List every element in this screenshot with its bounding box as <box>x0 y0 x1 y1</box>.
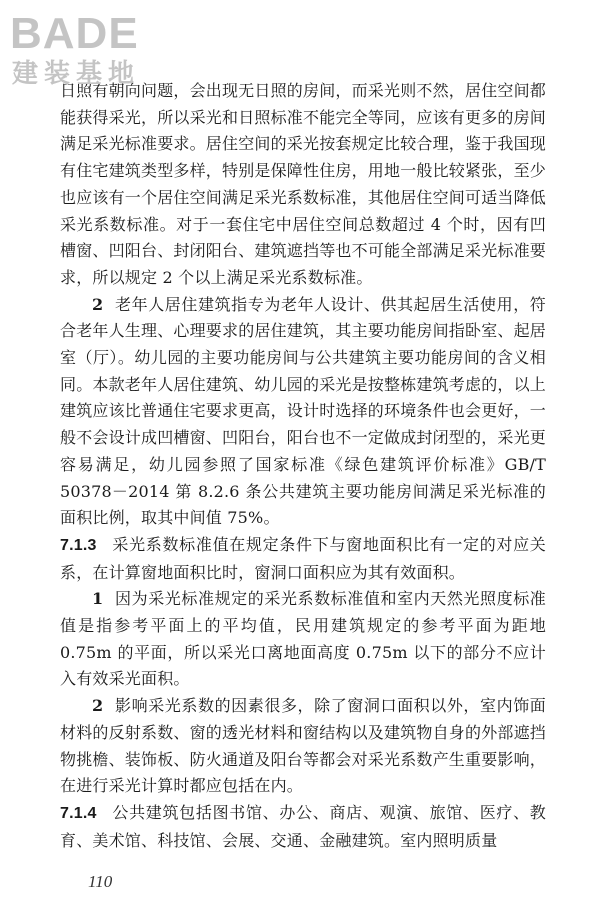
item-number: 1 <box>92 589 104 609</box>
paragraph-item-2b <box>60 693 546 800</box>
document-body <box>60 78 546 854</box>
logo-brand-text: BADE <box>10 9 139 58</box>
paragraph-text: 公共建筑包括图书馆、办公、商店、观演、旅馆、医疗、教育、美术馆、科技馆、会展、交通、金融建筑。室内照明质量 <box>60 802 547 850</box>
item-number: 2 <box>92 294 104 314</box>
section-number: 7.1.4 <box>60 804 97 822</box>
page-number: 110 <box>88 872 113 891</box>
paragraph-item-1 <box>60 586 546 693</box>
bade-logo <box>8 6 188 90</box>
paragraph-text: 采光系数标准值在规定条件下与窗地面积比有一定的对应关系，在计算窗地面积比时，窗洞口面积应为其有效面积。 <box>60 534 547 582</box>
section-number: 7.1.3 <box>60 536 97 554</box>
paragraph-section-7-1-3 <box>60 532 546 586</box>
logo-subtitle-text: 建装基地 <box>12 59 141 89</box>
paragraph-text: 日照有朝向问题，会出现无日照的房间，而采光则不然，居住空间都能获得采光，所以采光和日照标准不能完全等同，应该有更多的房间满足采光标准要求。居住空间的采光按套规定比较合理，鉴于我国现有住宅建筑类型多样，特别是保障性住房，用地一般比较紧张，至少也应该有一个居住空间满足采光系数标准，其他居住空间可适当降低采光系数标准。对于一套住宅中居住空间总数超过 4 个时，因有凹槽窗、凹阳台、封闭阳台、建筑遮挡等也不可能全部满足采光标准要求，所以规定 2 个以上满足采光系数标准。 <box>60 81 547 287</box>
paragraph-item-2 <box>60 292 546 532</box>
paragraph-text: 影响采光系数的因素很多，除了窗洞口面积以外，室内饰面材料的反射系数、窗的透光材料和窗结构以及建筑物自身的外部遮挡物挑檐、装饰板、防火通道及阳台等都会对采光系数产生重要影响，在进行采光计算时都应包括在内。 <box>60 696 547 796</box>
item-number: 2 <box>92 696 104 716</box>
paragraph-text: 因为采光标准规定的采光系数标准值和室内天然光照度标准值是指参考平面上的平均值，民用建筑规定的参考平面为距地 0.75m 的平面，所以采光口离地面高度 0.75m 以下的部分不应计入有效采光面积。 <box>60 589 546 689</box>
paragraph-continuation <box>60 78 546 292</box>
paragraph-text: 老年人居住建筑指专为老年人设计、供其起居生活使用，符合老年人生理、心理要求的居住建筑，其主要功能房间指卧室、起居室（厅）。幼儿园的主要功能房间与公共建筑主要功能房间的含义相同。本款老年人居住建筑、幼儿园的采光是按整栋建筑考虑的，以上建筑应该比普通住宅要求更高，设计时选择的环境条件也会更好，一般不会设计成凹槽窗、凹阳台，阳台也不一定做成封闭型的，采光更容易满足，幼儿园参照了国家标准《绿色建筑评价标准》GB/T 50378－2014 第 8.2.6 条公共建筑主要功能房间满足采光标准的面积比例，取其中间值 75%。 <box>60 294 547 528</box>
bade-logo-graphic <box>8 6 188 90</box>
paragraph-section-7-1-4 <box>60 800 546 854</box>
